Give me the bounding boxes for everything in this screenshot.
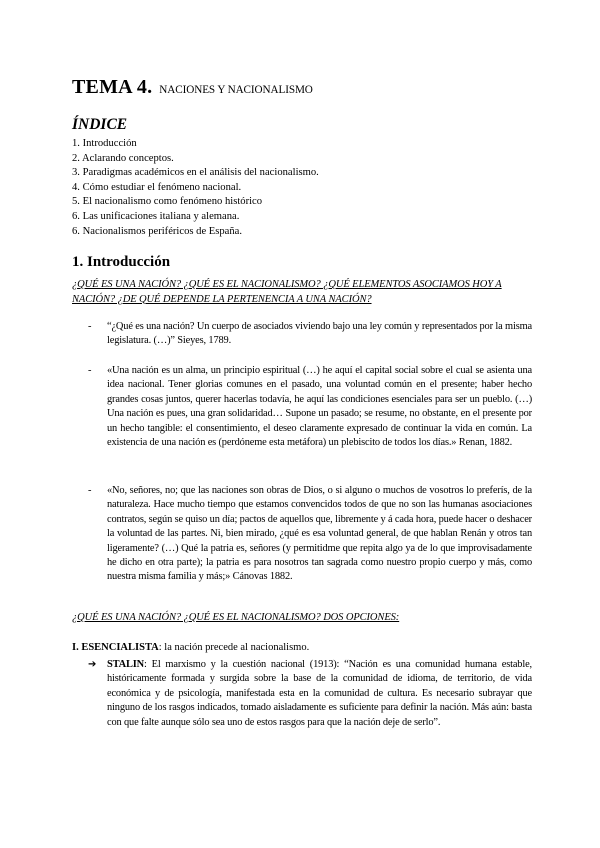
bullet-dash: - bbox=[88, 365, 92, 376]
bullet-dash: - bbox=[88, 321, 92, 332]
esencialista-line bbox=[72, 642, 309, 653]
index-heading: ÍNDICE bbox=[72, 116, 128, 133]
esencialista-text: : la nación precede al nacionalismo. bbox=[158, 642, 310, 653]
section-question: ¿QUÉ ES UNA NACIÓN? ¿QUÉ ES EL NACIONALISMO? ¿QUÉ ELEMENTOS ASOCIAMOS HOY A NACIÓN? ¿DE QUÉ DEPENDE LA PERTENENCIA A UNA NACIÓN? bbox=[72, 279, 502, 305]
quote-canovas bbox=[88, 484, 532, 585]
esencialista-label: I. ESENCIALISTA bbox=[72, 642, 159, 653]
quote-renan bbox=[88, 364, 532, 450]
bullet-dash: - bbox=[88, 485, 92, 496]
toc-item: 2. Aclarando conceptos. bbox=[72, 152, 174, 164]
stalin-quote: : El marxismo y la cuestión nacional (1913): “Nación es una comunidad humana estable, históricamente formada y surgida sobre la base de la comunidad de idioma, de territorio, de vida económica y de psicología, manifestada esta en la comunidad de cultura. Es necesario subrayar que ninguno de los rasgos indicados, tomado aisladamente es suficiente para definir la nación. Más aún: basta con que falte aunque sólo sea uno de estos rasgos para que la nación deje de serlo”. bbox=[107, 659, 532, 728]
stalin-text-block bbox=[107, 658, 532, 730]
stalin-name: STALIN bbox=[107, 659, 145, 670]
stalin-item bbox=[88, 658, 532, 730]
toc-item: 5. El nacionalismo como fenómeno histórico bbox=[72, 196, 263, 208]
table-of-contents bbox=[72, 137, 319, 239]
arrow-right-icon: ➔ bbox=[88, 659, 97, 670]
document-title bbox=[72, 76, 313, 99]
quote-text: «No, señores, no; que las naciones son obras de Dios, o si alguno o muchos de vosotros lo preferís, de la naturaleza. Hace mucho tiempo que estamos convencidos todos de que no son las humanas asociaciones contratos, según se quiso un día; pactos de aquellos que, libremente y á cada hora, puede hacer o deshacer la voluntad de las partes. Ni, bien mirado, ¿qué es esa voluntad general, de que hablan Renán y otros tan ligeramente? (…) Qué la patria es, señores (y permitidme que repita algo ya de lo que improvisadamente he dicho en otra parte); la patria es para nosotros tan sagrada como nuestro propio cuerpo y más, como nuestra misma familia y más;» Cánovas 1882. bbox=[107, 485, 532, 583]
toc-item: 4. Cómo estudiar el fenómeno nacional. bbox=[72, 181, 242, 193]
toc-item: 1. Introducción bbox=[72, 138, 137, 149]
toc-item: 6. Nacionalismos periféricos de España. bbox=[72, 225, 243, 237]
tema-number: TEMA 4. bbox=[72, 76, 153, 98]
options-question: ¿QUÉ ES UNA NACIÓN? ¿QUÉ ES EL NACIONALISMO? DOS OPCIONES: bbox=[72, 612, 400, 623]
section-heading: 1. Introducción bbox=[72, 254, 171, 270]
toc-item: 3. Paradigmas académicos en el análisis del nacionalismo. bbox=[72, 167, 319, 179]
quote-sieyes bbox=[88, 320, 532, 349]
tema-subtitle: NACIONES Y NACIONALISMO bbox=[159, 84, 313, 96]
toc-item: 6. Las unificaciones italiana y alemana. bbox=[72, 210, 240, 222]
quote-text: «Una nación es un alma, un principio espiritual (…) he aquí el capital social sobre el cual se asienta una idea nacional. Tener glorias comunes en el pasado, una voluntad común en el presente; haber hecho grandes cosas juntos, querer hacerlas todavía, he aquí las condiciones esenciales para ser un pueblo. (…) Una nación es pues, una gran solidaridad… Supone un pasado; se resume, no obstante, en el presente por un hecho tangible: el consentimiento, el deseo claramente expresado de continuar la vida en común. La existencia de una nación es (perdóneme esta metáfora) un plebiscito de todos los días.» Renan, 1882. bbox=[107, 365, 532, 449]
quote-text: “¿Qué es una nación? Un cuerpo de asociados viviendo bajo una ley común y representados por la misma legislatura. (…)” Sieyes, 1789. bbox=[107, 321, 532, 347]
